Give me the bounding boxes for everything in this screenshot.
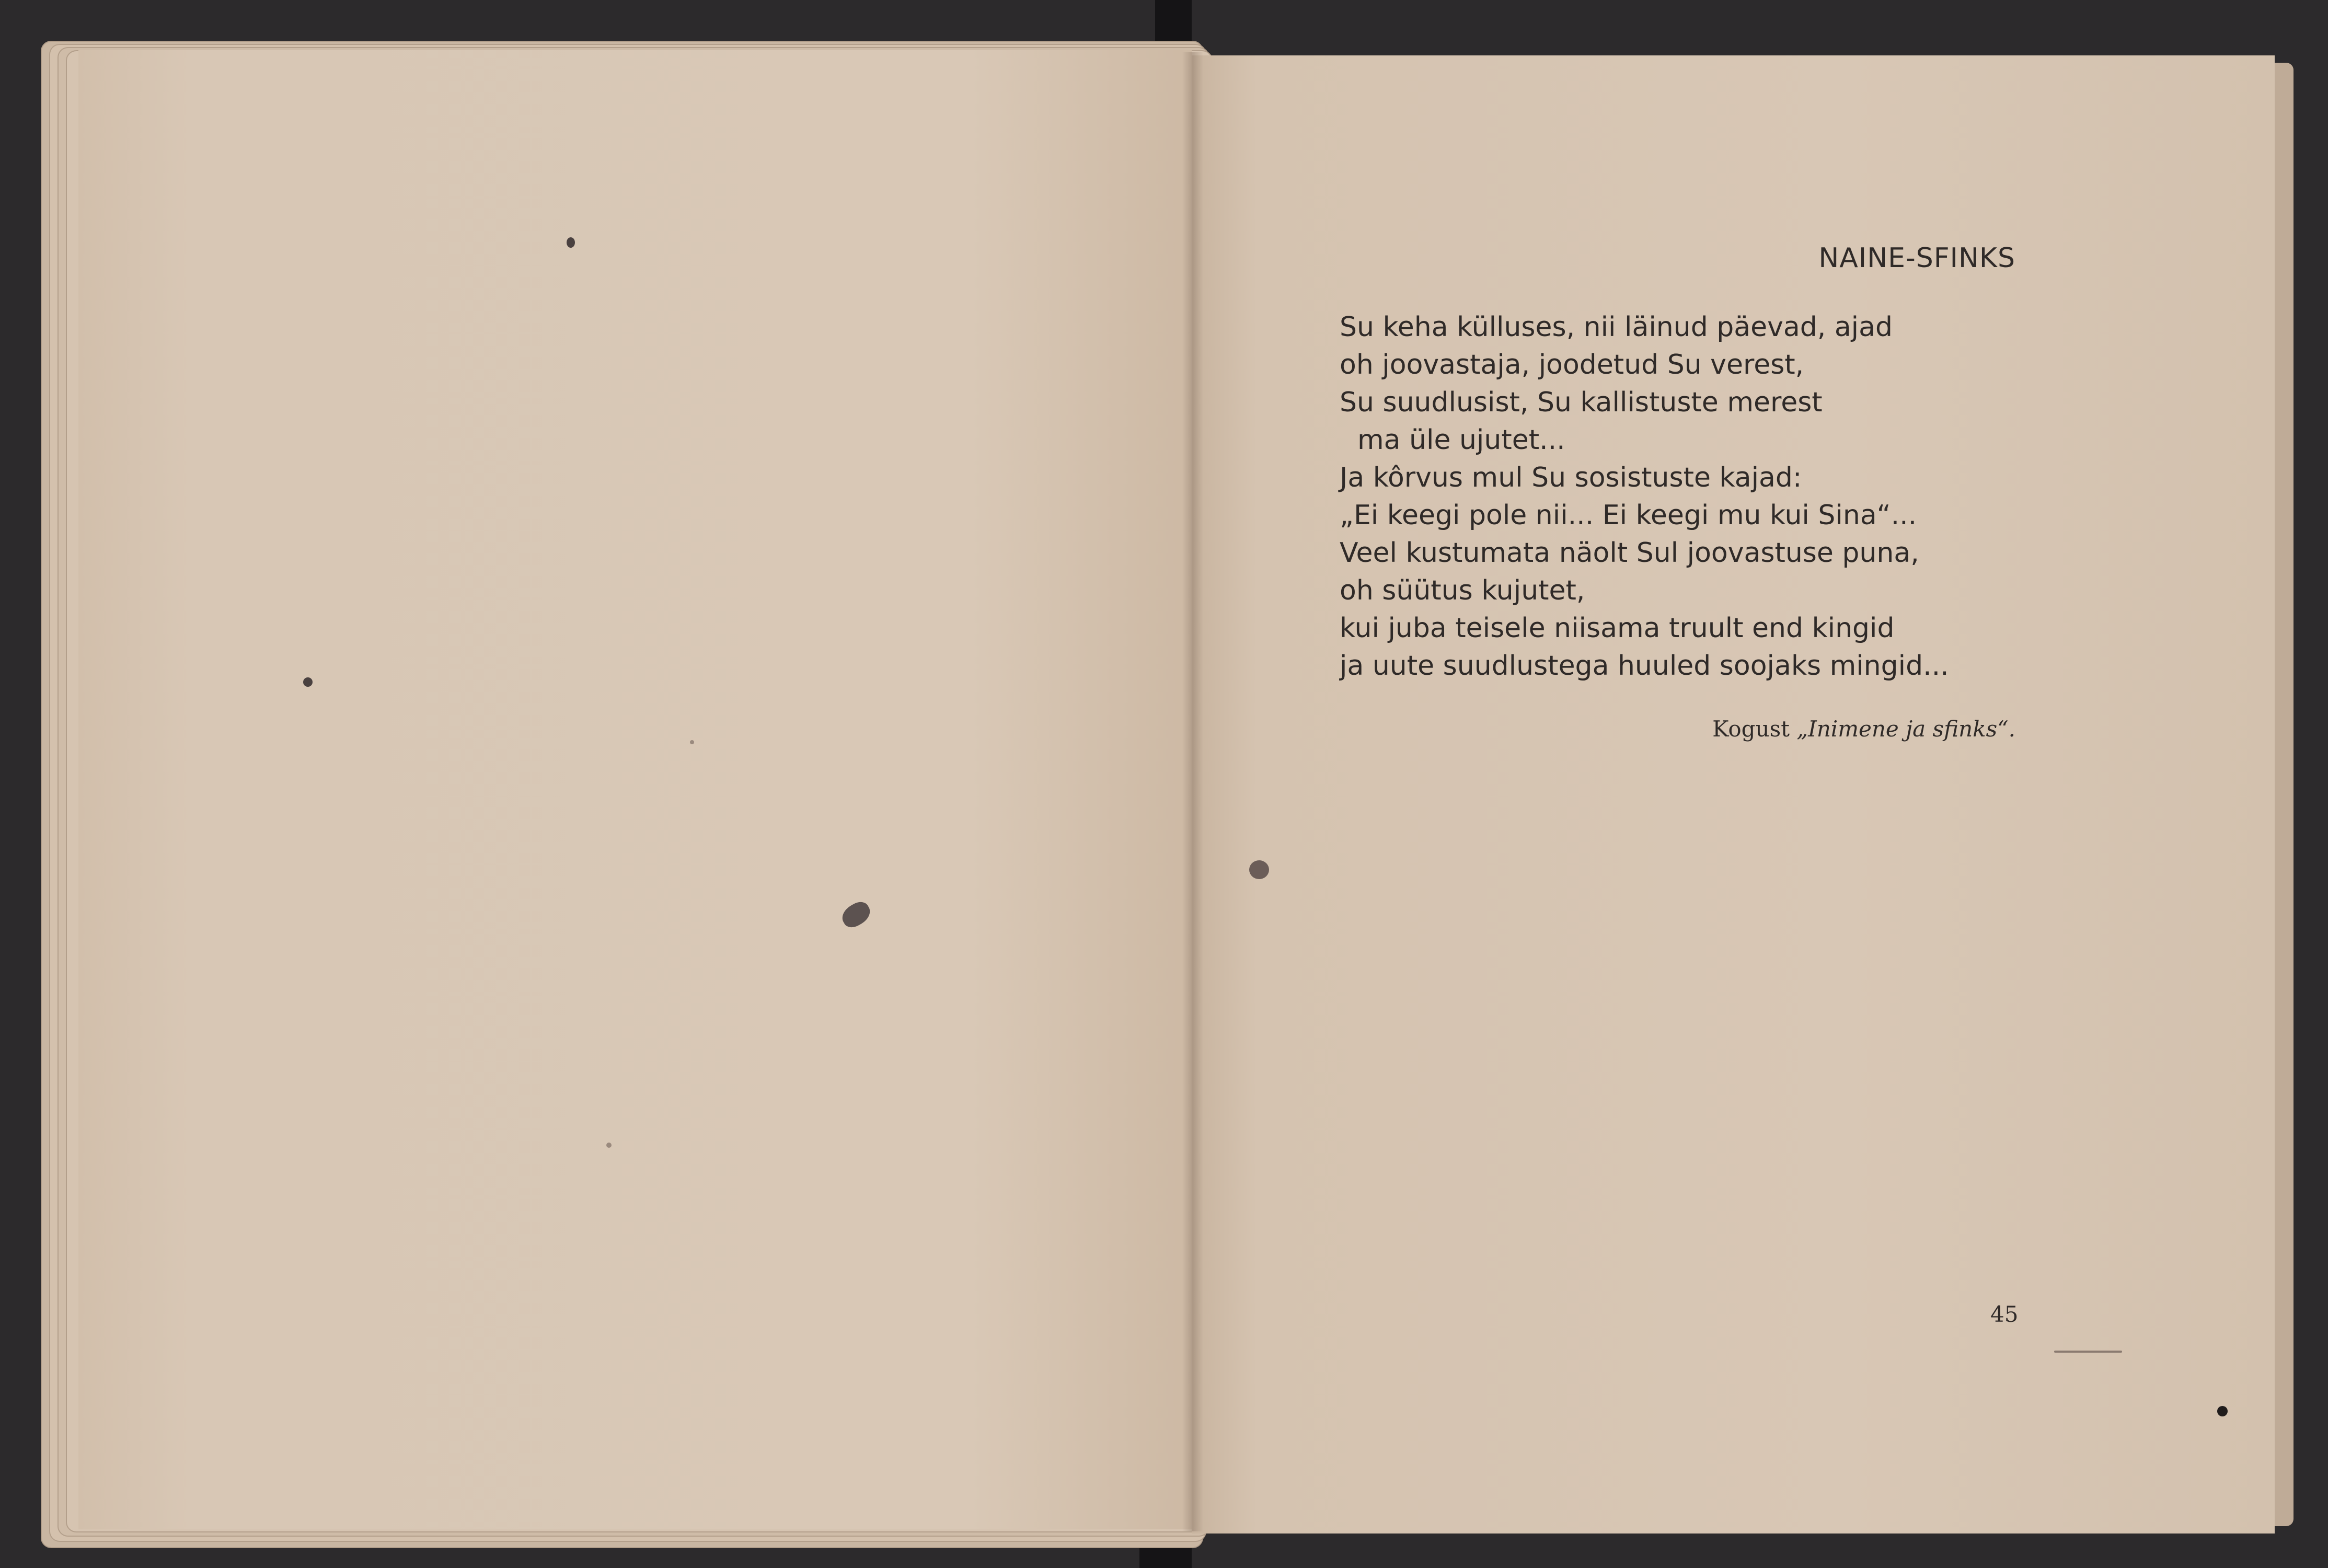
- paper-speck: [2054, 1351, 2122, 1353]
- title-block: [1192, 243, 2015, 279]
- paper-speck: [1249, 860, 1269, 879]
- poem-line: „Ei keegi pole nii... Ei keegi mu kui Sina“...: [1340, 500, 1917, 531]
- poem-line: oh joovastaja, joodetud Su verest,: [1340, 349, 1804, 381]
- poem-line: Su keha külluses, nii läinud päevad, ajad: [1340, 312, 1893, 343]
- poem-body: [1340, 308, 1949, 685]
- paper-speck: [838, 898, 874, 931]
- poem-title: NAINE-SFINKS: [1818, 243, 2015, 274]
- source-prefix: Kogust: [1712, 716, 1797, 742]
- poem-source: [1712, 716, 2015, 742]
- paper-speck: [606, 1143, 612, 1148]
- right-page-edge: [2275, 63, 2294, 1526]
- paper-speck: [303, 677, 313, 687]
- left-page: [78, 50, 1192, 1529]
- paper-speck: [690, 740, 694, 744]
- paper-speck: [567, 237, 575, 248]
- poem-line: oh süütus kujutet,: [1340, 575, 1585, 606]
- source-block: [1192, 716, 2015, 747]
- poem-line: ma üle ujutet...: [1357, 424, 1565, 456]
- poem-line: Veel kustumata näolt Sul joovastuse puna,: [1340, 537, 1919, 569]
- source-title: „Inimene ja sfinks“.: [1796, 716, 2015, 742]
- page-number: 45: [1990, 1301, 2019, 1327]
- paper-speck: [2217, 1406, 2228, 1416]
- poem-line: kui juba teisele niisama truult end kingid: [1340, 613, 1895, 644]
- poem-line: Su suudlusist, Su kallistuste merest: [1340, 387, 1823, 418]
- poem-line: ja uute suudlustega huuled soojaks mingid...: [1340, 650, 1949, 682]
- poem-line: Ja kôrvus mul Su sosistuste kajad:: [1340, 462, 1802, 493]
